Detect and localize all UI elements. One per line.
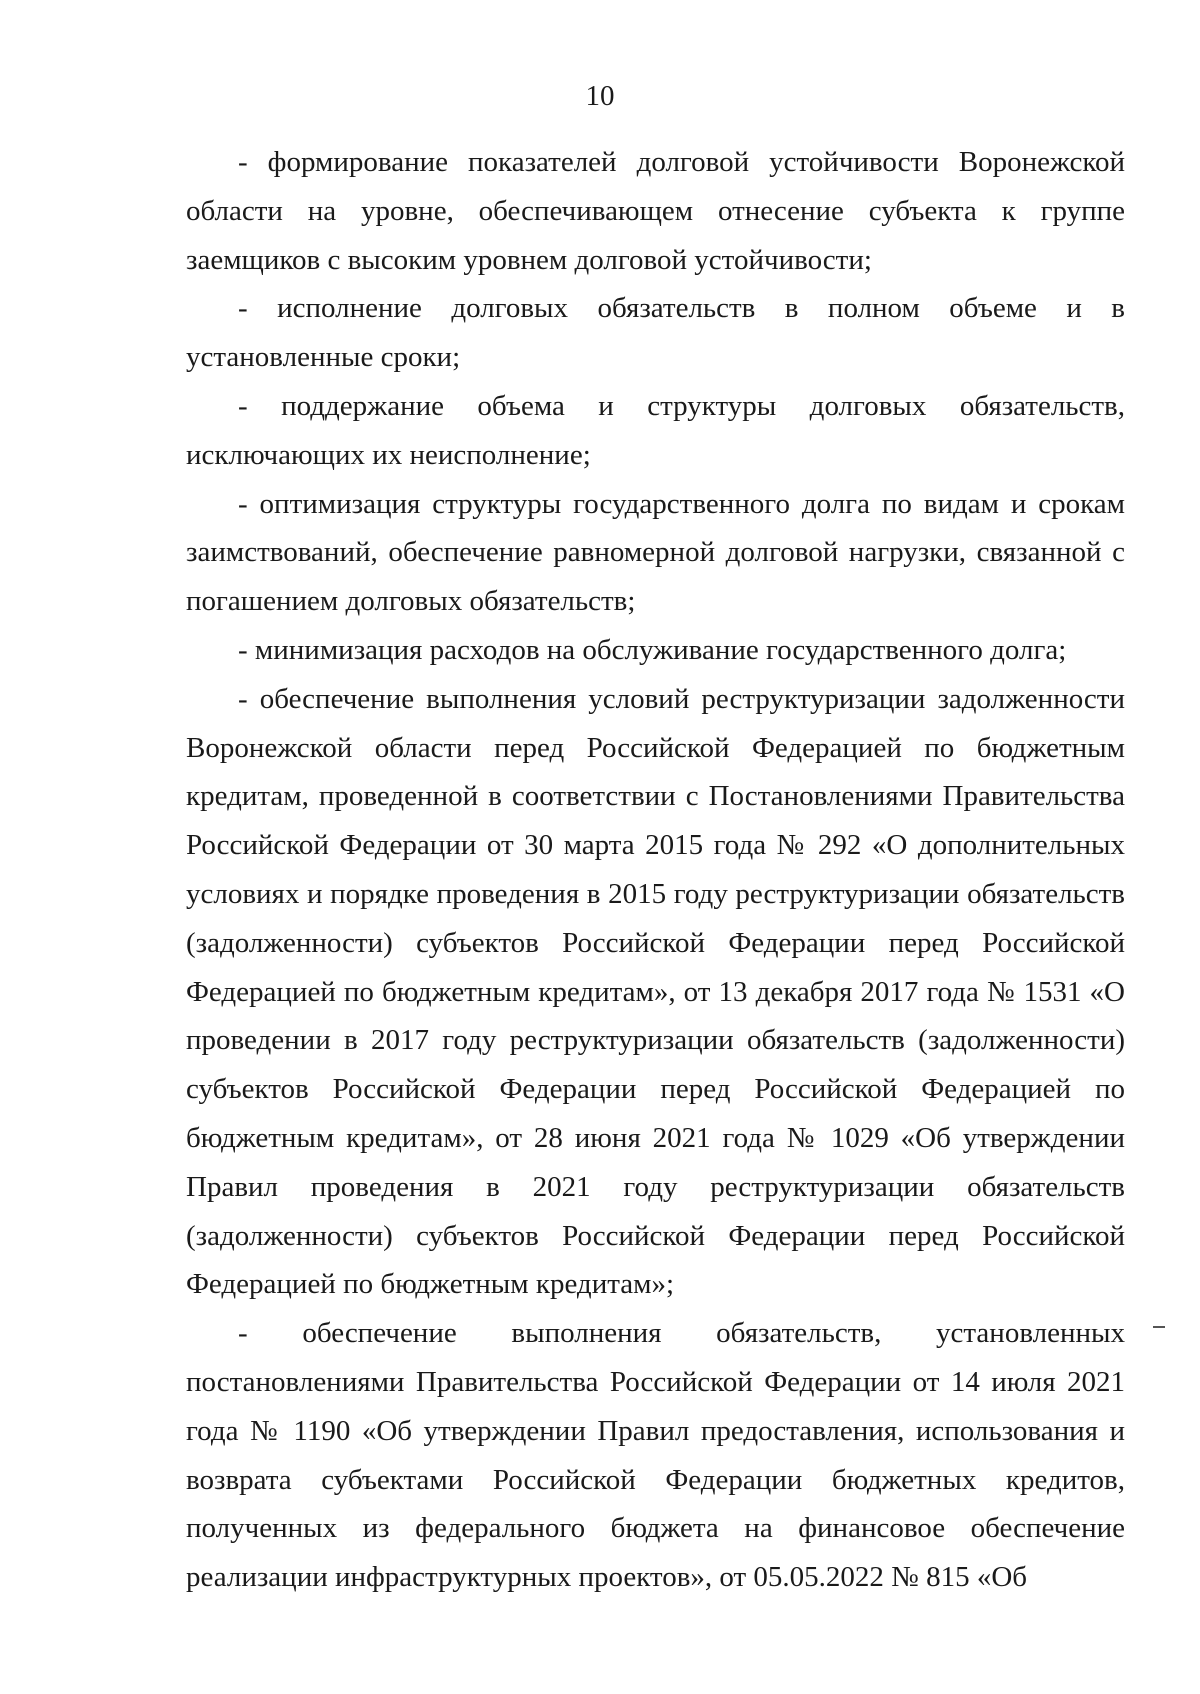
paragraph-debt-structure-optimization: - оптимизация структуры государственного долга по видам и срокам заимствований, обеспечение равномерной долговой нагрузки, связанной с погашением долговых обязательств;: [186, 487, 1125, 618]
paragraph-obligation-fulfillment: - исполнение долговых обязательств в полном объеме и в установленные сроки;: [186, 292, 1125, 374]
paragraph-debt-sustainability: - формирование показателей долговой устойчивости Воронежской области на уровне, обеспечивающем отнесение субъекта к группе заемщиков с высоким уровнем долговой устойчивости;: [186, 146, 1125, 276]
paragraph-servicing-costs: - минимизация расходов на обслуживание государственного долга;: [238, 633, 1067, 666]
document-body: [186, 138, 1125, 1602]
paragraph-restructuring-conditions: - обеспечение выполнения условий реструктуризации задолженности Воронежской области перед Российской Федерацией по бюджетным кредитам, проведенной в соответствии с Постановлениями Правительства Российской Федерации от 30 марта 2015 года № 292 «О дополнительных условиях и порядке проведения в 2015 году реструктуризации обязательств (задолженности) субъектов Российской Федерации перед Российской Федерацией по бюджетным кредитам», от 13 декабря 2017 года № 1531 «О проведении в 2017 году реструктуризации обязательств (задолженности) субъектов Российской Федерации перед Российской Федерацией по бюджетным кредитам», от 28 июня 2021 года № 1029 «Об утверждении Правил проведения в 2021 году реструктуризации обязательств (задолженности) субъектов Российской Федерации перед Российской Федерацией по бюджетным кредитам»;: [186, 682, 1125, 1301]
paragraph-infrastructure-credits: - обеспечение выполнения обязательств, установленных постановлениями Правительства Российской Федерации от 14 июля 2021 года № 1190 «Об утверждении Правил предоставления, использования и возврата субъектами Российской Федерации бюджетных кредитов, полученных из федерального бюджета на финансовое обеспечение реализации инфраструктурных проектов», от 05.05.2022 № 815 «Об: [186, 1317, 1125, 1594]
page-number: 10: [585, 80, 615, 112]
paragraph-debt-volume-structure: - поддержание объема и структуры долговых обязательств, исключающих их неисполнение;: [186, 389, 1125, 471]
scan-edge-mark: [1153, 1326, 1165, 1328]
